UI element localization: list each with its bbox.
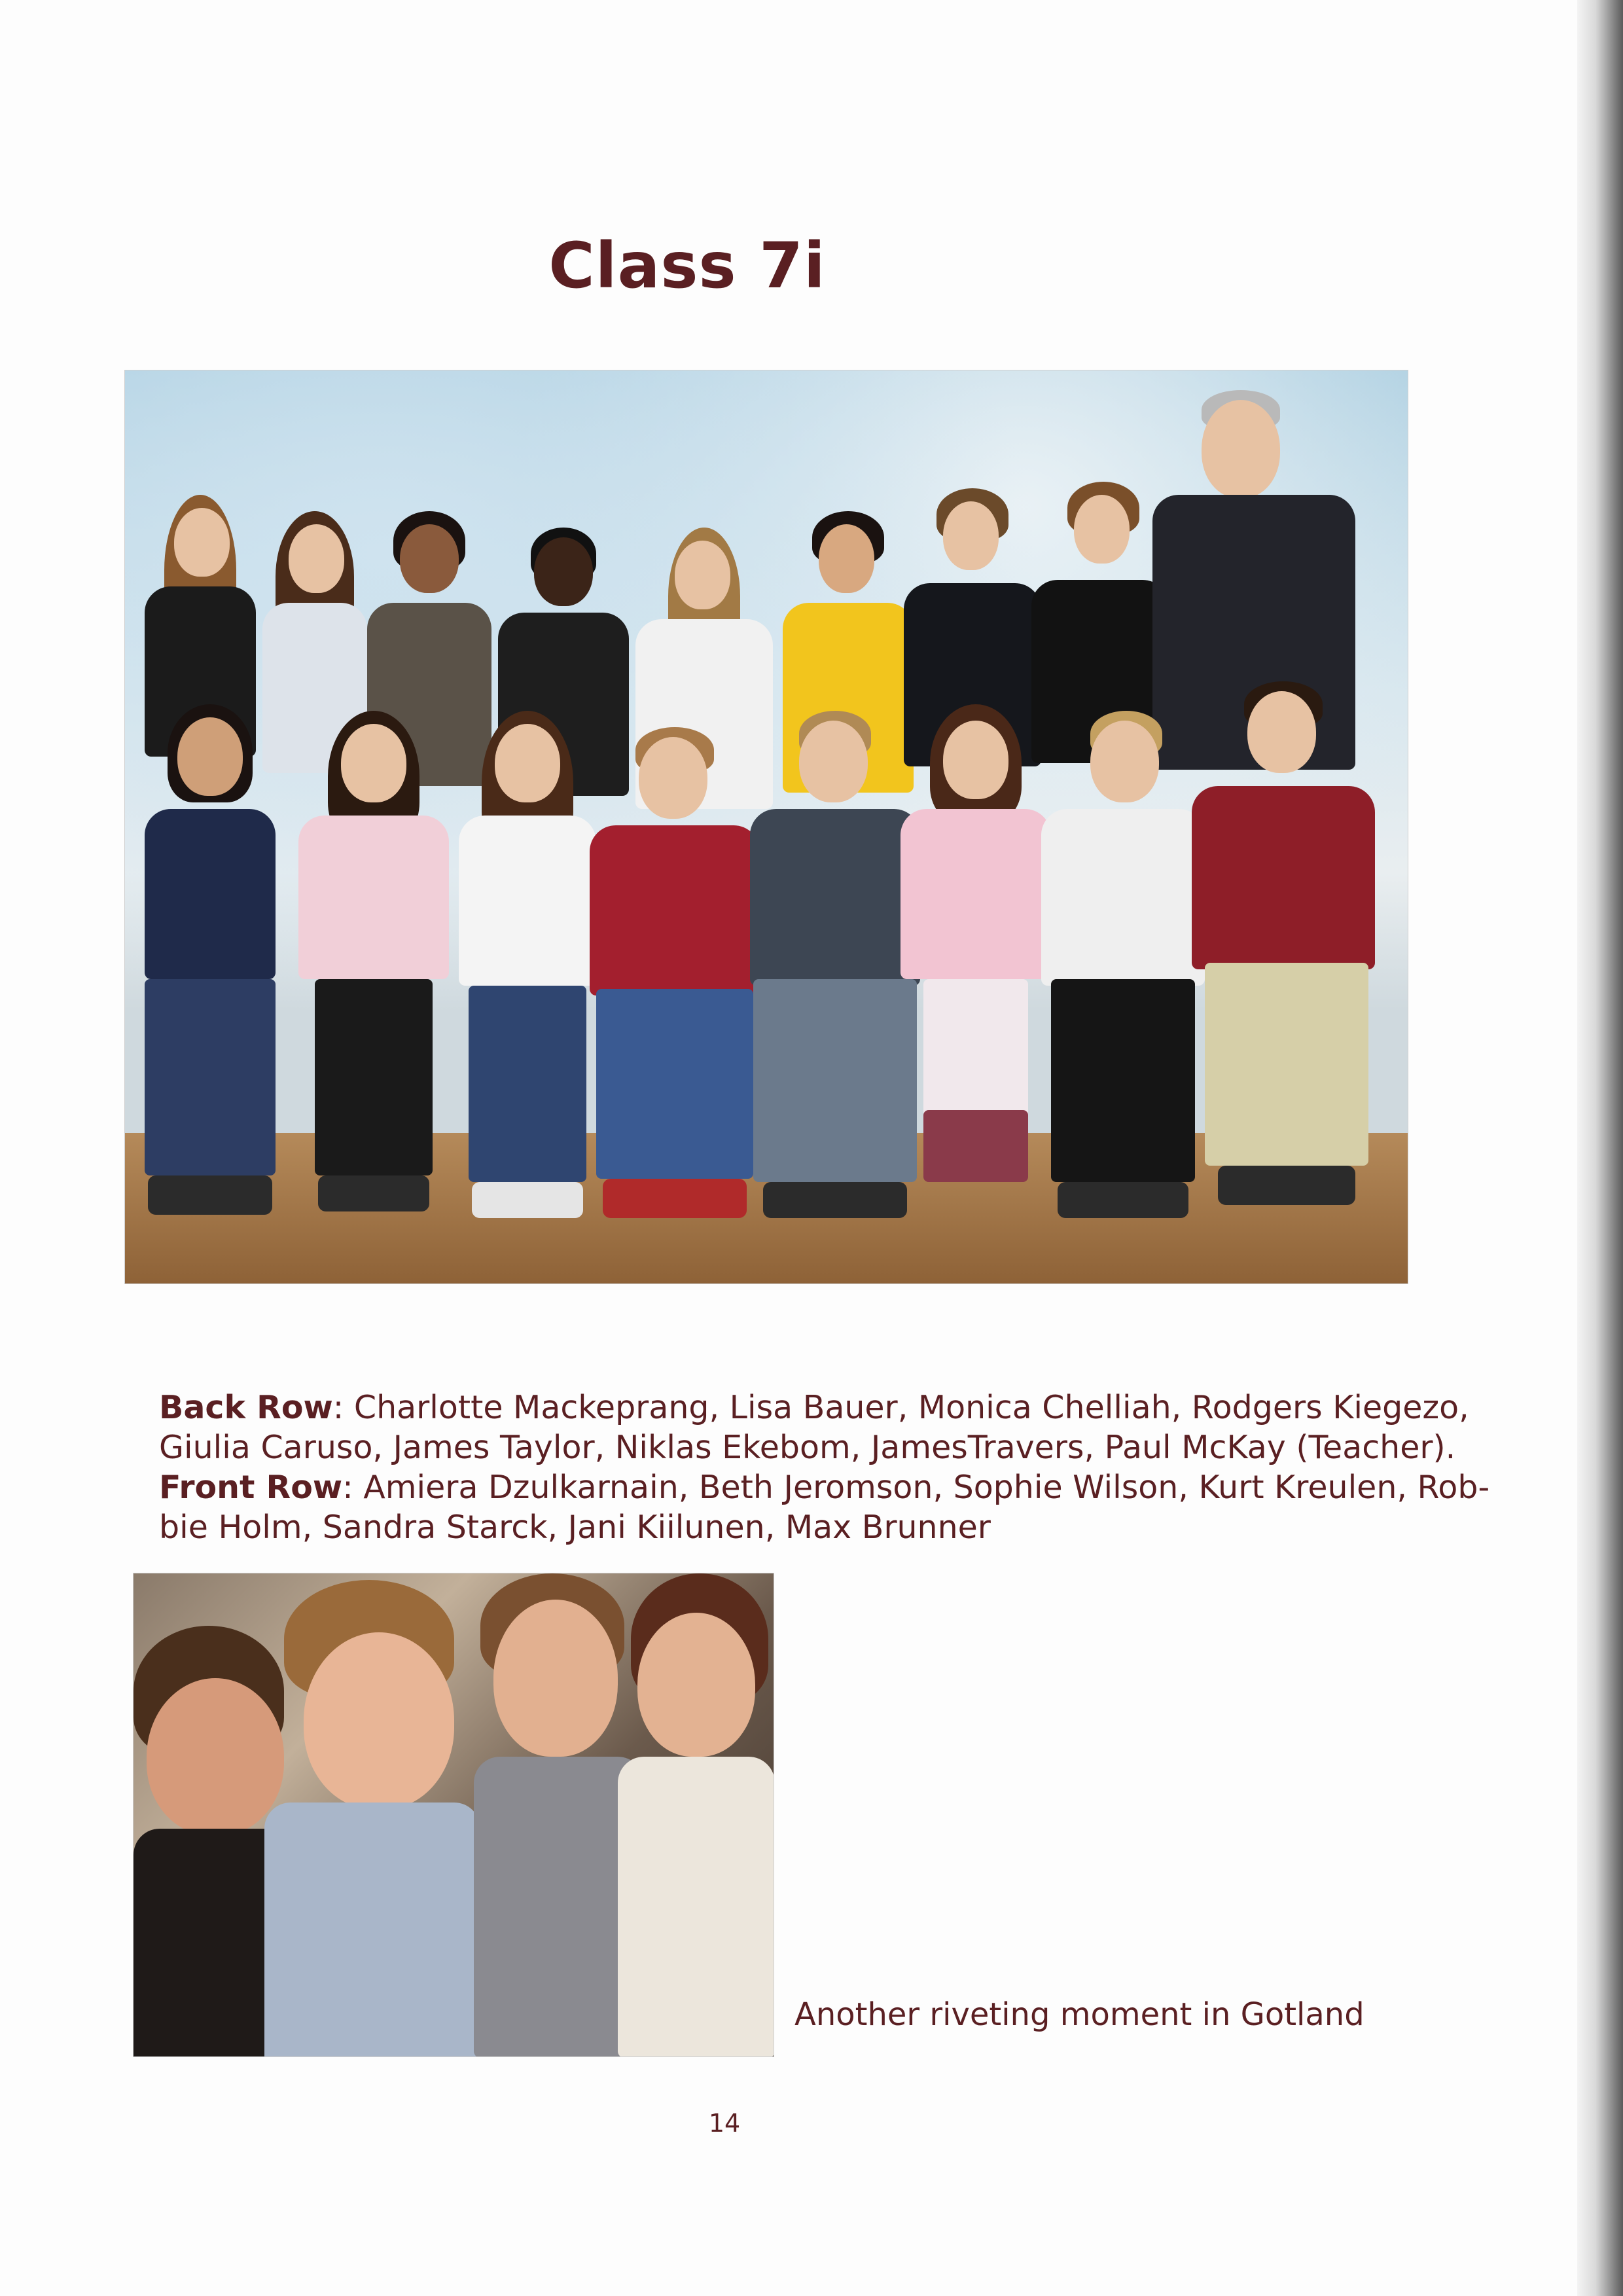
page-number: 14 xyxy=(708,2109,741,2138)
back-row-names-1: : Charlotte Mackeprang, Lisa Bauer, Monica Chelliah, Rodgers Kiegezo, xyxy=(332,1389,1469,1426)
front-row-person xyxy=(292,711,455,1284)
front-row-person xyxy=(135,704,285,1280)
page-title: Class 7i xyxy=(548,229,826,302)
back-row-label: Back Row xyxy=(159,1389,333,1426)
front-row-person xyxy=(1185,681,1382,1270)
gotland-photo-caption: Another riveting moment in Gotland xyxy=(794,1996,1364,2033)
page-binding-edge xyxy=(1577,0,1623,2296)
front-row-person xyxy=(894,704,1058,1280)
front-row-person xyxy=(586,727,763,1284)
front-row-names-2: bie Holm, Sandra Starck, Jani Kiilunen, Max Brunner xyxy=(159,1509,991,1546)
front-row-line-1 xyxy=(159,1467,1490,1507)
class-group-photo xyxy=(124,370,1408,1284)
front-row-person xyxy=(455,711,599,1284)
gotland-candid-photo xyxy=(133,1573,774,2057)
front-row-label: Front Row xyxy=(159,1469,343,1506)
front-row-names-1: : Amiera Dzulkarnain, Beth Jeromson, Sophie Wilson, Kurt Kreulen, Rob- xyxy=(342,1469,1490,1506)
back-row-line-1 xyxy=(159,1388,1469,1427)
candid-person xyxy=(618,1573,774,2057)
candid-person xyxy=(264,1580,480,2057)
class-photo-caption xyxy=(159,1388,1490,1547)
back-row-names-2: Giulia Caruso, James Taylor, Niklas Ekebom, JamesTravers, Paul McKay (Teacher). xyxy=(159,1429,1456,1466)
front-row-person xyxy=(1038,711,1208,1284)
